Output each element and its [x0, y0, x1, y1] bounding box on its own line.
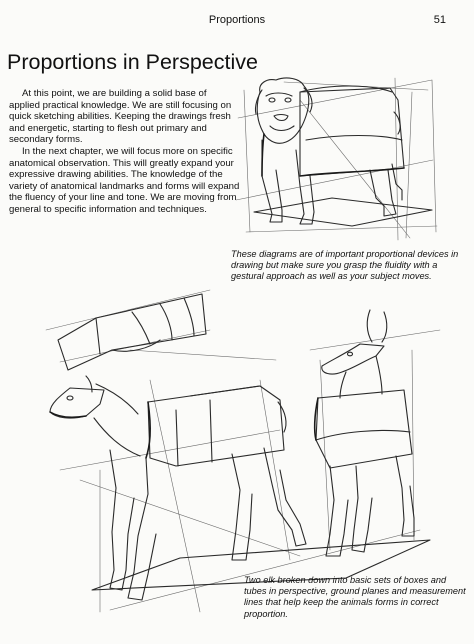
caption-elk: Two elk broken down into basic sets of boxes and tubes in perspective, ground planes and measurement lines that help keep the animals forms in correct proportion.: [244, 575, 466, 619]
body-paragraph-2: In the next chapter, we will focus more on specific anatomical observation. This will greatly expand your expressive drawing abilities. The knowledge of the variety of anatomical landmarks and forms will expand the fluency of your line and tone. We are moving from general to specific information and techniques.: [9, 145, 240, 215]
caption-dog: These diagrams are of important proportional devices in drawing but make sure you grasp the fluidity with a gestural approach as well as your subject moves.: [231, 249, 459, 282]
running-head: Proportions: [208, 14, 266, 26]
page-number: 51: [433, 14, 446, 26]
page-title: Proportions in Perspective: [7, 50, 258, 74]
body-paragraph-1: At this point, we are building a solid base of applied practical knowledge. We are still focusing on quick sketching abilities. Keeping the drawings fresh and energetic, starting to flesh out primary and secondary forms.: [9, 88, 232, 146]
